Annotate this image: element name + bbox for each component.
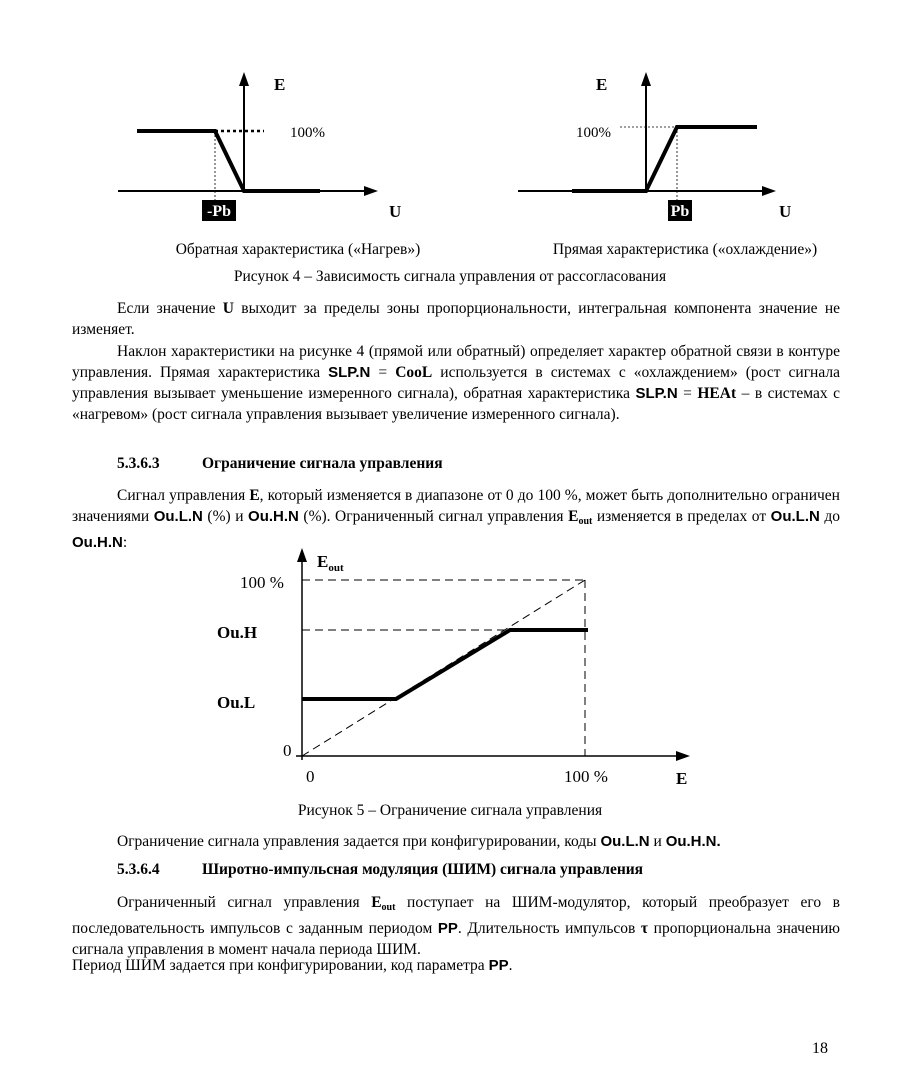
right-y-arrow [641,72,651,86]
fig5-axis-y-label [317,552,344,574]
figure4-right-diagram [518,72,791,221]
left-x-arrow [364,186,378,196]
code-ou-l-n: Ou.L.N [153,508,203,525]
para3-bold-e: E [249,487,260,504]
para3-eout-sub: out [578,516,593,527]
fig5-y-zero-label: 0 [283,741,292,760]
para4-text-1: Ограничение сигнала управления задается при конфигурировании, коды [117,833,601,850]
fig5-axis-y-main: E [317,552,329,571]
section-title: Ограничение сигнала управления [202,455,443,472]
para1-text-1: Если значение [117,300,223,317]
fig5-x-arrow [676,751,690,761]
fig5-x-full-label: 100 % [564,767,608,786]
para3-bold-eout: E [568,508,579,525]
fig5-y-arrow [297,548,307,562]
paragraph-pwm [72,892,840,960]
code-ou-h-n: Ou.H.N [248,508,299,525]
para5-text-3: . Длительность импульсов [457,920,641,937]
para3-text-7: : [122,534,128,551]
para3-text-6: до [819,508,840,525]
fig5-y-oul-label: Ou.L [217,693,256,712]
right-x-arrow [762,186,776,196]
figure4-right-caption: Прямая характеристика («охлаждение») [552,241,818,258]
para3-text-3: (%) и [202,508,249,525]
fig5-axis-y-sub: out [328,562,344,574]
para2-text-4: = [677,385,698,402]
para3-text-5: изменяется в пределах от [592,508,771,525]
paragraph-pwm-period [72,955,840,976]
left-axis-y-label: E [274,75,286,94]
para5-text-2: поступает на ШИМ-модулятор, который преобразует его в последовательность импульсов с заданным периодом [72,894,840,937]
section-heading-5-3-6-3 [117,455,443,473]
figure4-caption: Рисунок 4 – Зависимость сигнала управления от рассогласования [233,268,667,285]
para5-text-4: пропорциональна значению сигнала управления в момент начала периода ШИМ. [72,920,840,958]
code-slp-n-1: SLP.N [328,364,371,381]
para1-text-2: выходит за пределы зоны пропорциональности, интегральная компонента значение не изменяет. [72,300,840,338]
value-cool: CooL [395,364,433,381]
fig5-axis-x-label: E [676,769,688,788]
fig5-limited-signal-line [302,630,588,699]
right-axis-y-label: E [596,75,608,94]
code-pp: PP [437,920,458,937]
section2-number: 5.3.6.4 [117,861,160,878]
paragraph-slope [72,341,840,425]
section-heading-5-3-6-4 [117,861,643,879]
code-pp-2: PP [488,957,509,974]
right-band-label: Pb [670,203,690,220]
figure4-left-caption: Обратная характеристика («Нагрев») [175,241,421,258]
section2-title: Широтно-импульсная модуляция (ШИМ) сигнала управления [202,861,644,878]
para3-text-2: , который изменяется в диапазоне от 0 до 100 %, может быть дополнительно ограничен значениями [72,487,840,525]
para5-eout-sub: out [381,902,396,913]
para6-text-1: Период ШИМ задается при конфигурировании, код параметра [72,957,489,974]
figure5-diagram [0,540,900,800]
left-band-label: -Pb [207,203,231,220]
para5-text-1: Ограниченный сигнал управления [117,894,372,911]
code-ou-h-n-3: Ou.H.N. [665,833,721,850]
right-axis-x-label: U [779,202,792,221]
fig5-x-zero-label: 0 [306,767,315,786]
para2-text-2: = [370,364,396,381]
value-heat: HEAt [697,385,737,402]
page-number: 18 [812,1040,828,1057]
para2-text-5: – в системах с «нагревом» (рост сигнала управления вызывает увеличение измеренного сигнала). [72,385,840,423]
left-level-label: 100% [290,125,325,141]
para3-text-1: Сигнал управления [117,487,250,504]
code-slp-n-2: SLP.N [635,385,678,402]
para5-tau: τ [640,920,649,937]
para6-text-2: . [508,957,513,974]
right-level-label: 100% [576,125,611,141]
para3-text-4: (%). Ограниченный сигнал управления [298,508,569,525]
figure4-diagrams [0,60,900,230]
section-number: 5.3.6.3 [117,455,160,472]
code-ou-l-n-3: Ou.L.N [600,833,650,850]
para5-bold-eout: E [371,894,382,911]
para2-text-1: Наклон характеристики на рисунке 4 (прямой или обратный) определяет характер обратной связи в контуре управления. Прямая характеристика [72,343,840,381]
figure4-left-diagram [118,72,401,221]
fig5-y-ouh-label: Ou.H [217,623,258,642]
para2-text-3: используется в системах с «охлаждением» (рост сигнала управления вызывает уменьшение измеренного сигнала), обратная характеристика [72,364,840,402]
figure5-caption: Рисунок 5 – Ограничение сигнала управления [297,802,603,819]
left-y-arrow [239,72,249,86]
paragraph-u-zone [72,298,840,340]
code-ou-h-n-2: Ou.H.N [72,534,123,551]
left-axis-x-label: U [389,202,402,221]
para4-text-2: и [649,833,666,850]
paragraph-limit-config [72,831,840,852]
fig5-y-top-label: 100 % [240,573,284,592]
para1-bold-u: U [222,300,234,317]
code-ou-l-n-2: Ou.L.N [770,508,820,525]
